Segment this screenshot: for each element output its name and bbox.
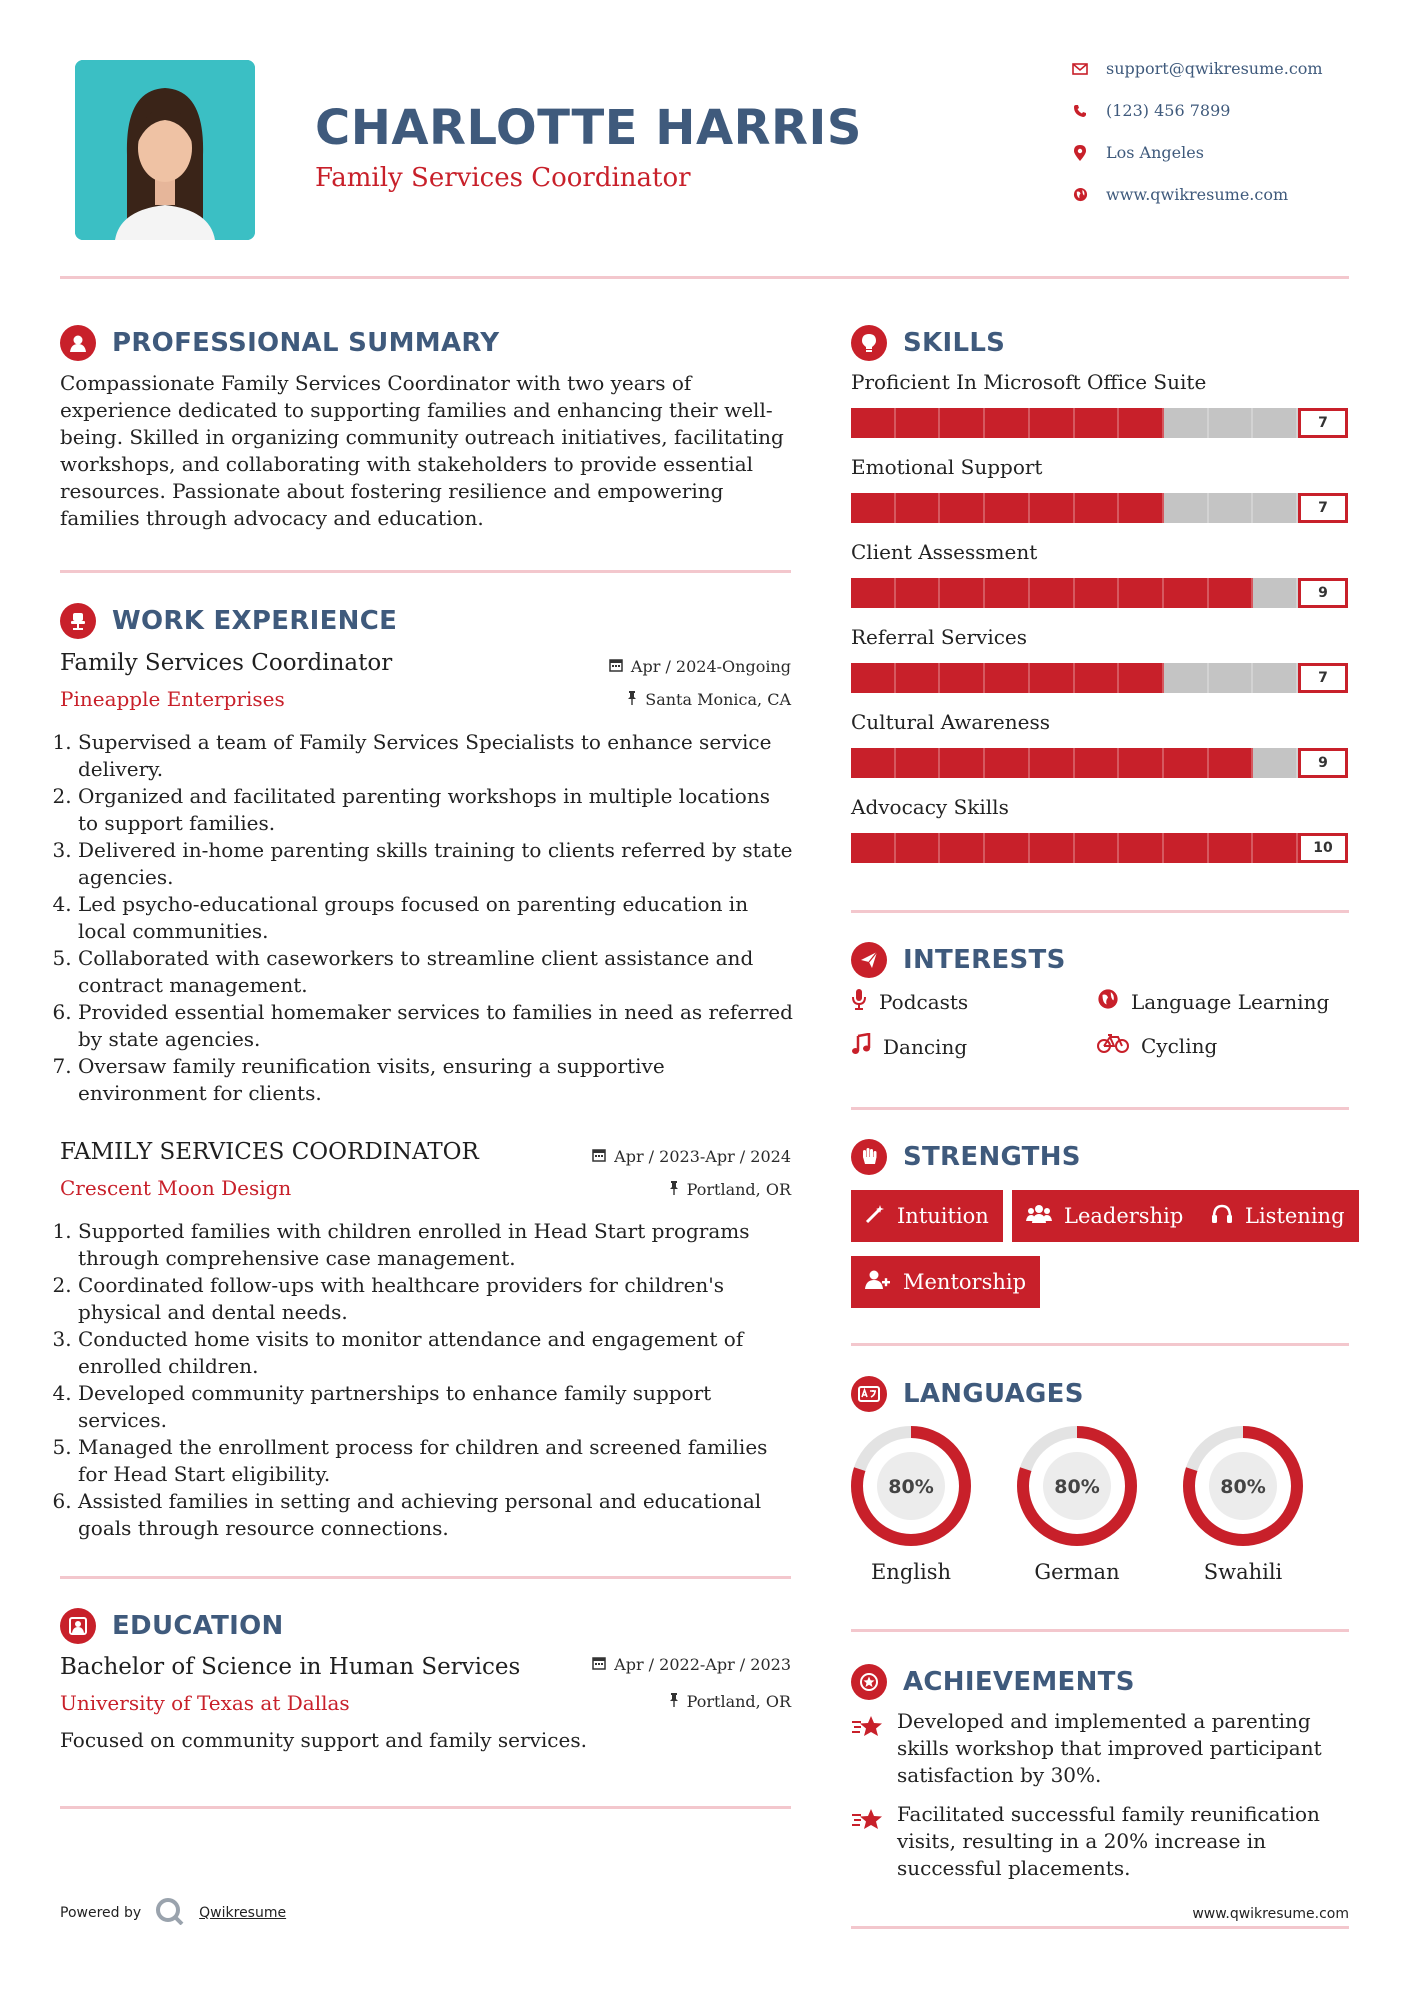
- job-responsibilities: [60, 729, 795, 1107]
- experience-title: WORK EXPERIENCE: [112, 606, 398, 636]
- summary-heading: [60, 325, 499, 361]
- skill-bar-segment: [1119, 408, 1164, 438]
- education-heading: [60, 1608, 284, 1644]
- skill-bar: [851, 663, 1349, 693]
- shooting-star-icon: [851, 1708, 883, 1789]
- header-divider: [60, 276, 1349, 279]
- shooting-star-icon: [851, 1801, 883, 1882]
- skill-bar-segment: [985, 748, 1030, 778]
- achievement-text: Developed and implemented a parenting skills workshop that improved participant satisfaction by 30%.: [897, 1709, 1322, 1787]
- job-location-text: Portland, OR: [686, 1180, 791, 1199]
- magic-wand-icon: [865, 1204, 885, 1229]
- strength-chip: [1197, 1190, 1359, 1242]
- interest-item: [851, 1033, 967, 1060]
- calendar-icon: [609, 657, 623, 676]
- education-description: Focused on community support and family services.: [60, 1728, 587, 1752]
- job-title: FAMILY SERVICES COORDINATOR: [60, 1139, 479, 1165]
- skill-bar-segment: [896, 408, 941, 438]
- job-title: Family Services Coordinator: [60, 650, 393, 676]
- skill-bar: [851, 578, 1349, 608]
- language-item: [1181, 1424, 1305, 1584]
- education-dates: [480, 1655, 791, 1674]
- skill-bar-segment: [1253, 833, 1298, 863]
- award-star-icon: [851, 1664, 887, 1700]
- responsibility-item: 1. Supervised a team of Family Services Specialists to enhance service delivery.: [78, 729, 795, 783]
- skill-bar-segment: [940, 663, 985, 693]
- skill-bar-segment: [1075, 833, 1120, 863]
- strength-label: Intuition: [897, 1204, 989, 1228]
- responsibility-item: 4. Led psycho-educational groups focused on parenting education in local communities.: [78, 891, 795, 945]
- skill-bar-segment: [851, 408, 896, 438]
- job-location: [480, 690, 791, 709]
- language-percent: 80%: [1054, 1476, 1100, 1498]
- skill-bar-segment: [1030, 663, 1075, 693]
- job-company: Pineapple Enterprises: [60, 687, 285, 711]
- skill-bar-segment: [1209, 578, 1254, 608]
- skill-bar-segment: [1164, 663, 1209, 693]
- skill-bar-segment: [1253, 578, 1298, 608]
- interest-label: Language Learning: [1131, 989, 1330, 1014]
- language-name: Swahili: [1203, 1560, 1283, 1584]
- skill-bar-segment: [851, 663, 896, 693]
- skill-bar-segment: [1119, 748, 1164, 778]
- skill-item: [851, 795, 1349, 880]
- phone-icon: [1072, 103, 1088, 119]
- skill-level: 10: [1298, 833, 1348, 863]
- skill-bar-segment: [1164, 493, 1209, 523]
- responsibility-item: 6. Assisted families in setting and achieving personal and educational goals through resource connections.: [78, 1488, 795, 1542]
- strength-chip: [1012, 1190, 1197, 1242]
- language-percent: 80%: [1220, 1476, 1266, 1498]
- skill-bar-segment: [940, 578, 985, 608]
- skill-name: Referral Services: [851, 625, 1028, 649]
- job-location-text: Santa Monica, CA: [645, 690, 791, 709]
- powered-by: [60, 1897, 286, 1929]
- contact-phone[interactable]: [1072, 101, 1230, 120]
- strengths-divider: [851, 1343, 1349, 1346]
- chair-icon: [60, 603, 96, 639]
- summary-text: Compassionate Family Services Coordinator with two years of experience dedicated to supporting families and enhancing their well-being. Skilled in organizing community outreach initiatives, facilitating workshops, and collaborating with stakeholders to provide essential resources. Passionate about fostering resilience and empowering families through advocacy and education.: [60, 371, 784, 530]
- strengths-title: STRENGTHS: [903, 1142, 1081, 1172]
- qwikresume-logo-icon: [155, 1897, 185, 1929]
- education-divider: [60, 1806, 791, 1809]
- skill-level: 7: [1298, 408, 1348, 438]
- skill-bar: [851, 408, 1349, 438]
- microphone-icon: [851, 988, 867, 1015]
- responsibility-item: 4. Developed community partnerships to enhance family support services.: [78, 1380, 795, 1434]
- skill-level: 7: [1298, 663, 1348, 693]
- skill-bar: [851, 493, 1349, 523]
- skill-bar-segment: [1253, 408, 1298, 438]
- responsibility-item: 6. Provided essential homemaker services to families in need as referred by state agencies.: [78, 999, 795, 1053]
- responsibility-item: 1. Supported families with children enrolled in Head Start programs through comprehensive case management.: [78, 1218, 795, 1272]
- profile-photo: [75, 60, 255, 240]
- skills-heading: [851, 325, 1005, 361]
- pushpin-icon: [669, 1692, 679, 1711]
- skill-bar-segment: [985, 493, 1030, 523]
- envelope-icon: [1072, 61, 1088, 77]
- skills-list: [851, 370, 1349, 880]
- achievement-item: [851, 1801, 1349, 1882]
- globe-icon: [1072, 187, 1088, 203]
- job-dates-text: Apr / 2023-Apr / 2024: [614, 1147, 791, 1166]
- contact-website-text: www.qwikresume.com: [1106, 185, 1289, 204]
- calendar-icon: [592, 1655, 606, 1674]
- skill-bar-segment: [940, 493, 985, 523]
- languages-divider: [851, 1629, 1349, 1632]
- language-name: German: [1034, 1560, 1120, 1584]
- skill-bar-segment: [985, 663, 1030, 693]
- skill-level: 9: [1298, 578, 1348, 608]
- skill-bar-segment: [896, 748, 941, 778]
- experience-divider: [60, 1576, 791, 1579]
- skill-bar-segment: [1030, 493, 1075, 523]
- skill-name: Emotional Support: [851, 455, 1043, 479]
- skill-bar-segment: [1075, 408, 1120, 438]
- job-dates-text: Apr / 2024-Ongoing: [630, 657, 791, 676]
- skill-bar-segment: [851, 748, 896, 778]
- strength-chip: [851, 1190, 1003, 1242]
- skill-bar-segment: [1030, 408, 1075, 438]
- skill-bar-segment: [1164, 748, 1209, 778]
- skill-bar-segment: [1209, 833, 1254, 863]
- strength-label: Leadership: [1064, 1204, 1184, 1228]
- skill-bar: [851, 748, 1349, 778]
- contact-email[interactable]: [1072, 59, 1323, 78]
- footer-url[interactable]: www.qwikresume.com: [1192, 1906, 1349, 1922]
- user-plus-icon: [865, 1270, 891, 1295]
- responsibility-item: 5. Managed the enrollment process for children and screened families for Head Start eligibility.: [78, 1434, 795, 1488]
- responsibility-item: 7. Oversaw family reunification visits, ensuring a supportive environment for clients.: [78, 1053, 795, 1107]
- strength-label: Mentorship: [903, 1270, 1027, 1294]
- skill-bar-segment: [1164, 408, 1209, 438]
- achievements-title: ACHIEVEMENTS: [903, 1667, 1135, 1697]
- strength-label: Listening: [1245, 1204, 1345, 1228]
- candidate-name: CHARLOTTE HARRIS: [315, 100, 862, 156]
- skill-bar-segment: [1253, 663, 1298, 693]
- footer-divider: [851, 1926, 1349, 1929]
- skill-bar-segment: [1030, 578, 1075, 608]
- skill-bar-segment: [1075, 663, 1120, 693]
- education-dates-text: Apr / 2022-Apr / 2023: [614, 1655, 791, 1674]
- skill-bar-segment: [1119, 833, 1164, 863]
- interest-item: [1097, 988, 1329, 1015]
- skill-name: Advocacy Skills: [851, 795, 1009, 819]
- skill-item: [851, 625, 1349, 710]
- language-item: [1015, 1424, 1139, 1584]
- skill-bar-segment: [1164, 578, 1209, 608]
- language-ring: [849, 1424, 973, 1548]
- skill-bar-segment: [896, 578, 941, 608]
- music-note-icon: [851, 1033, 871, 1060]
- language-ring: [1181, 1424, 1305, 1548]
- interest-label: Podcasts: [879, 989, 969, 1014]
- education-title: EDUCATION: [112, 1611, 284, 1641]
- skill-bar-segment: [851, 833, 896, 863]
- skill-bar-segment: [985, 408, 1030, 438]
- summary-title: PROFESSIONAL SUMMARY: [112, 328, 500, 358]
- skill-bar-segment: [940, 748, 985, 778]
- language-percent: 80%: [888, 1476, 934, 1498]
- language-name: English: [870, 1560, 952, 1584]
- education-location-text: Portland, OR: [686, 1692, 791, 1711]
- calendar-icon: [592, 1147, 606, 1166]
- achievement-item: [851, 1708, 1349, 1789]
- group-icon: [1026, 1204, 1052, 1229]
- skill-name: Client Assessment: [851, 540, 1038, 564]
- map-pin-icon: [1072, 145, 1088, 161]
- skill-bar-segment: [1209, 493, 1254, 523]
- skills-title: SKILLS: [903, 328, 1006, 358]
- pushpin-icon: [627, 690, 637, 709]
- language-ring: [1015, 1424, 1139, 1548]
- job-location: [480, 1180, 791, 1199]
- skill-bar-segment: [851, 493, 896, 523]
- contact-location-text: Los Angeles: [1106, 143, 1204, 162]
- lightbulb-icon: [851, 325, 887, 361]
- responsibility-item: 3. Conducted home visits to monitor attendance and engagement of enrolled children.: [78, 1326, 795, 1380]
- experience-heading: [60, 603, 397, 639]
- translate-icon: [851, 1376, 887, 1412]
- paper-plane-icon: [851, 942, 887, 978]
- degree: Bachelor of Science in Human Services: [60, 1654, 521, 1680]
- skill-bar-segment: [896, 493, 941, 523]
- globe-icon: [1097, 988, 1119, 1015]
- skill-bar-segment: [1253, 493, 1298, 523]
- languages-heading: [851, 1376, 1084, 1412]
- job-dates: [480, 657, 791, 676]
- responsibility-item: 2. Coordinated follow-ups with healthcare providers for children's physical and dental needs.: [78, 1272, 795, 1326]
- contact-email-text: support@qwikresume.com: [1106, 59, 1323, 78]
- interests-title: INTERESTS: [903, 945, 1066, 975]
- languages-list: [849, 1424, 1349, 1584]
- strengths-heading: [851, 1139, 1081, 1175]
- contact-location: [1072, 143, 1204, 162]
- skill-name: Cultural Awareness: [851, 710, 1050, 734]
- qwikresume-link[interactable]: Qwikresume: [199, 1905, 287, 1921]
- skill-item: [851, 370, 1349, 455]
- skill-bar-segment: [985, 833, 1030, 863]
- skill-bar-segment: [1075, 493, 1120, 523]
- language-item: [849, 1424, 973, 1584]
- languages-title: LANGUAGES: [903, 1379, 1084, 1409]
- achievements-heading: [851, 1664, 1135, 1700]
- skill-bar-segment: [896, 833, 941, 863]
- interests-heading: [851, 942, 1066, 978]
- skill-bar-segment: [1164, 833, 1209, 863]
- interest-label: Dancing: [883, 1034, 968, 1059]
- skill-bar-segment: [1253, 748, 1298, 778]
- skill-level: 9: [1298, 748, 1348, 778]
- skill-bar-segment: [1209, 408, 1254, 438]
- skill-level: 7: [1298, 493, 1348, 523]
- skill-bar: [851, 833, 1349, 863]
- headphones-icon: [1211, 1204, 1233, 1229]
- skill-bar-segment: [940, 408, 985, 438]
- fist-icon: [851, 1139, 887, 1175]
- contact-website[interactable]: [1072, 185, 1288, 204]
- interests-divider: [851, 1107, 1349, 1110]
- skill-item: [851, 710, 1349, 795]
- job-dates: [480, 1147, 791, 1166]
- skill-bar-segment: [1209, 663, 1254, 693]
- interest-label: Cycling: [1141, 1033, 1218, 1058]
- school: University of Texas at Dallas: [60, 1691, 350, 1715]
- skill-bar-segment: [1075, 578, 1120, 608]
- skill-bar-segment: [1075, 748, 1120, 778]
- skill-bar-segment: [1209, 748, 1254, 778]
- summary-divider: [60, 570, 791, 573]
- interest-item: [1097, 1033, 1217, 1058]
- graduate-icon: [60, 1608, 96, 1644]
- user-icon: [60, 325, 96, 361]
- responsibility-item: 3. Delivered in-home parenting skills training to clients referred by state agencies.: [78, 837, 795, 891]
- skill-bar-segment: [1119, 493, 1164, 523]
- contact-phone-text: (123) 456 7899: [1106, 101, 1231, 120]
- achievement-text: Facilitated successful family reunification visits, resulting in a 20% increase in successful placements.: [897, 1802, 1320, 1880]
- skill-bar-segment: [1030, 748, 1075, 778]
- skill-item: [851, 455, 1349, 540]
- skills-divider: [851, 910, 1349, 913]
- skill-bar-segment: [896, 663, 941, 693]
- skill-bar-segment: [851, 578, 896, 608]
- pushpin-icon: [669, 1180, 679, 1199]
- skill-name: Proficient In Microsoft Office Suite: [851, 370, 1207, 394]
- skill-bar-segment: [985, 578, 1030, 608]
- skill-item: [851, 540, 1349, 625]
- powered-by-text: Powered by: [60, 1905, 142, 1921]
- strength-chip: [851, 1256, 1040, 1308]
- skill-bar-segment: [1119, 578, 1164, 608]
- bicycle-icon: [1097, 1033, 1129, 1058]
- interest-item: [851, 988, 968, 1015]
- skill-bar-segment: [940, 833, 985, 863]
- candidate-role: Family Services Coordinator: [315, 163, 691, 193]
- skill-bar-segment: [1030, 833, 1075, 863]
- responsibility-item: 5. Collaborated with caseworkers to streamline client assistance and contract management.: [78, 945, 795, 999]
- responsibility-item: 2. Organized and facilitated parenting workshops in multiple locations to support families.: [78, 783, 795, 837]
- job-responsibilities: [60, 1218, 795, 1542]
- skill-bar-segment: [1119, 663, 1164, 693]
- job-company: Crescent Moon Design: [60, 1176, 292, 1200]
- education-location: [480, 1692, 791, 1711]
